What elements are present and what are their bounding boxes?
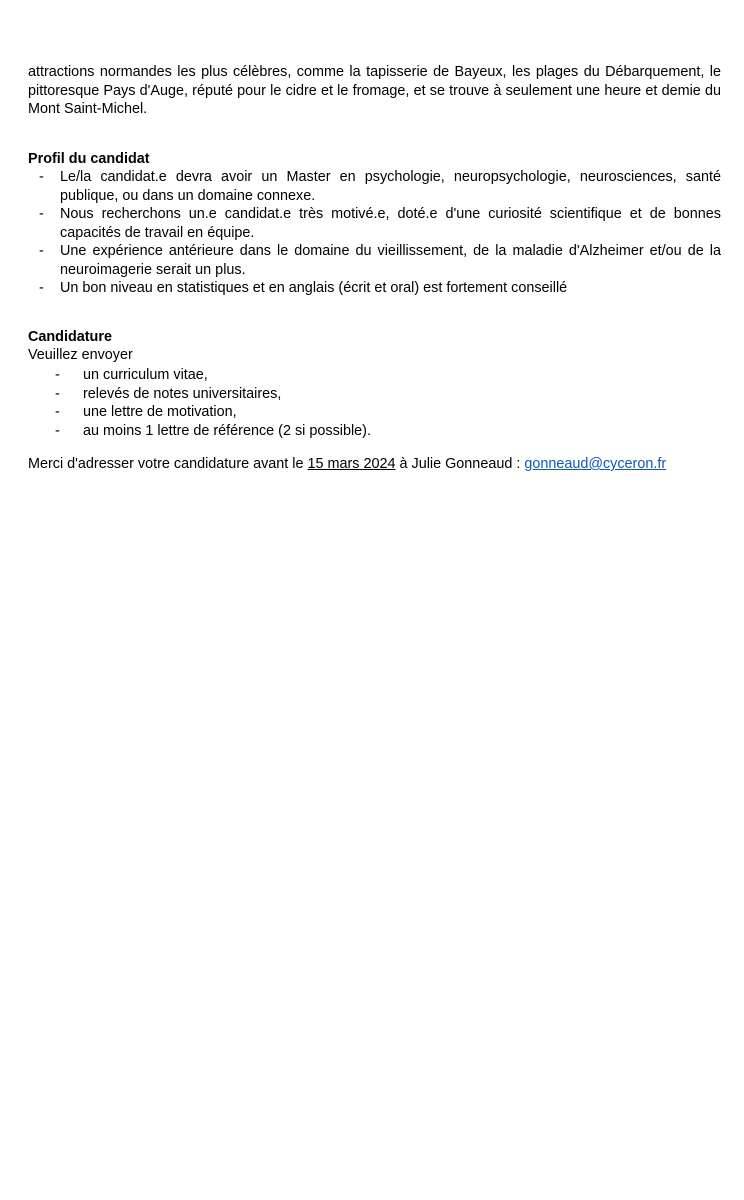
- profil-list: [28, 168, 721, 298]
- list-dash: -: [55, 422, 60, 439]
- candidature-heading: Candidature: [28, 329, 112, 345]
- profil-item-motivation: [28, 205, 721, 242]
- profil-item-master: [28, 168, 721, 205]
- profil-item-text: Nous recherchons un.e candidat.e très motivé.e, doté.e d'une curiosité scientifique et de bonnes capacités de travail en équipe.: [60, 206, 721, 241]
- email-link[interactable]: gonneaud@cyceron.fr: [524, 456, 667, 472]
- candidature-item-letter: [28, 403, 371, 422]
- candidature-item-text: une lettre de motivation,: [83, 404, 237, 420]
- list-dash: -: [39, 206, 44, 222]
- closing-sentence: [28, 455, 666, 474]
- list-dash: -: [39, 243, 44, 259]
- candidature-intro: Veuillez envoyer: [28, 347, 133, 363]
- list-dash: -: [55, 404, 60, 420]
- candidature-item-text: relevés de notes universitaires,: [83, 385, 282, 402]
- list-dash: -: [39, 280, 44, 296]
- list-dash: -: [55, 385, 60, 402]
- candidature-item-text: au moins 1 lettre de référence (2 si possible).: [83, 422, 371, 439]
- closing-text-after: à Julie Gonneaud :: [395, 456, 525, 472]
- profil-item-experience: [28, 242, 721, 279]
- list-dash: -: [55, 367, 60, 383]
- intro-paragraph: attractions normandes les plus célèbres, comme la tapisserie de Bayeux, les plages du Débarquement, le pittoresque Pays d'Auge, réputé pour le cidre et le fromage, et se trouve à seulement une heure et demie du Mont Saint-Michel.: [28, 64, 721, 117]
- candidature-item-reference: [28, 422, 371, 441]
- candidature-item-text: un curriculum vitae,: [83, 367, 208, 383]
- profil-heading: Profil du candidat: [28, 151, 150, 167]
- candidature-item-grades: [28, 385, 371, 404]
- profil-item-text: Un bon niveau en statistiques et en anglais (écrit et oral) est fortement conseillé: [60, 280, 568, 296]
- profil-item-text: Le/la candidat.e devra avoir un Master en psychologie, neuropsychologie, neurosciences, santé publique, ou dans un domaine connexe.: [60, 169, 721, 204]
- profil-item-text: Une expérience antérieure dans le domaine du vieillissement, de la maladie d'Alzheimer et/ou de la neuroimagerie serait un plus.: [60, 243, 721, 278]
- candidature-list: [28, 366, 371, 440]
- profil-item-languages: [28, 279, 721, 298]
- candidature-item-cv: [28, 366, 371, 385]
- list-dash: -: [39, 169, 44, 185]
- closing-text-before: Merci d'adresser votre candidature avant le: [28, 456, 308, 472]
- deadline-date: 15 mars 2024: [307, 456, 396, 472]
